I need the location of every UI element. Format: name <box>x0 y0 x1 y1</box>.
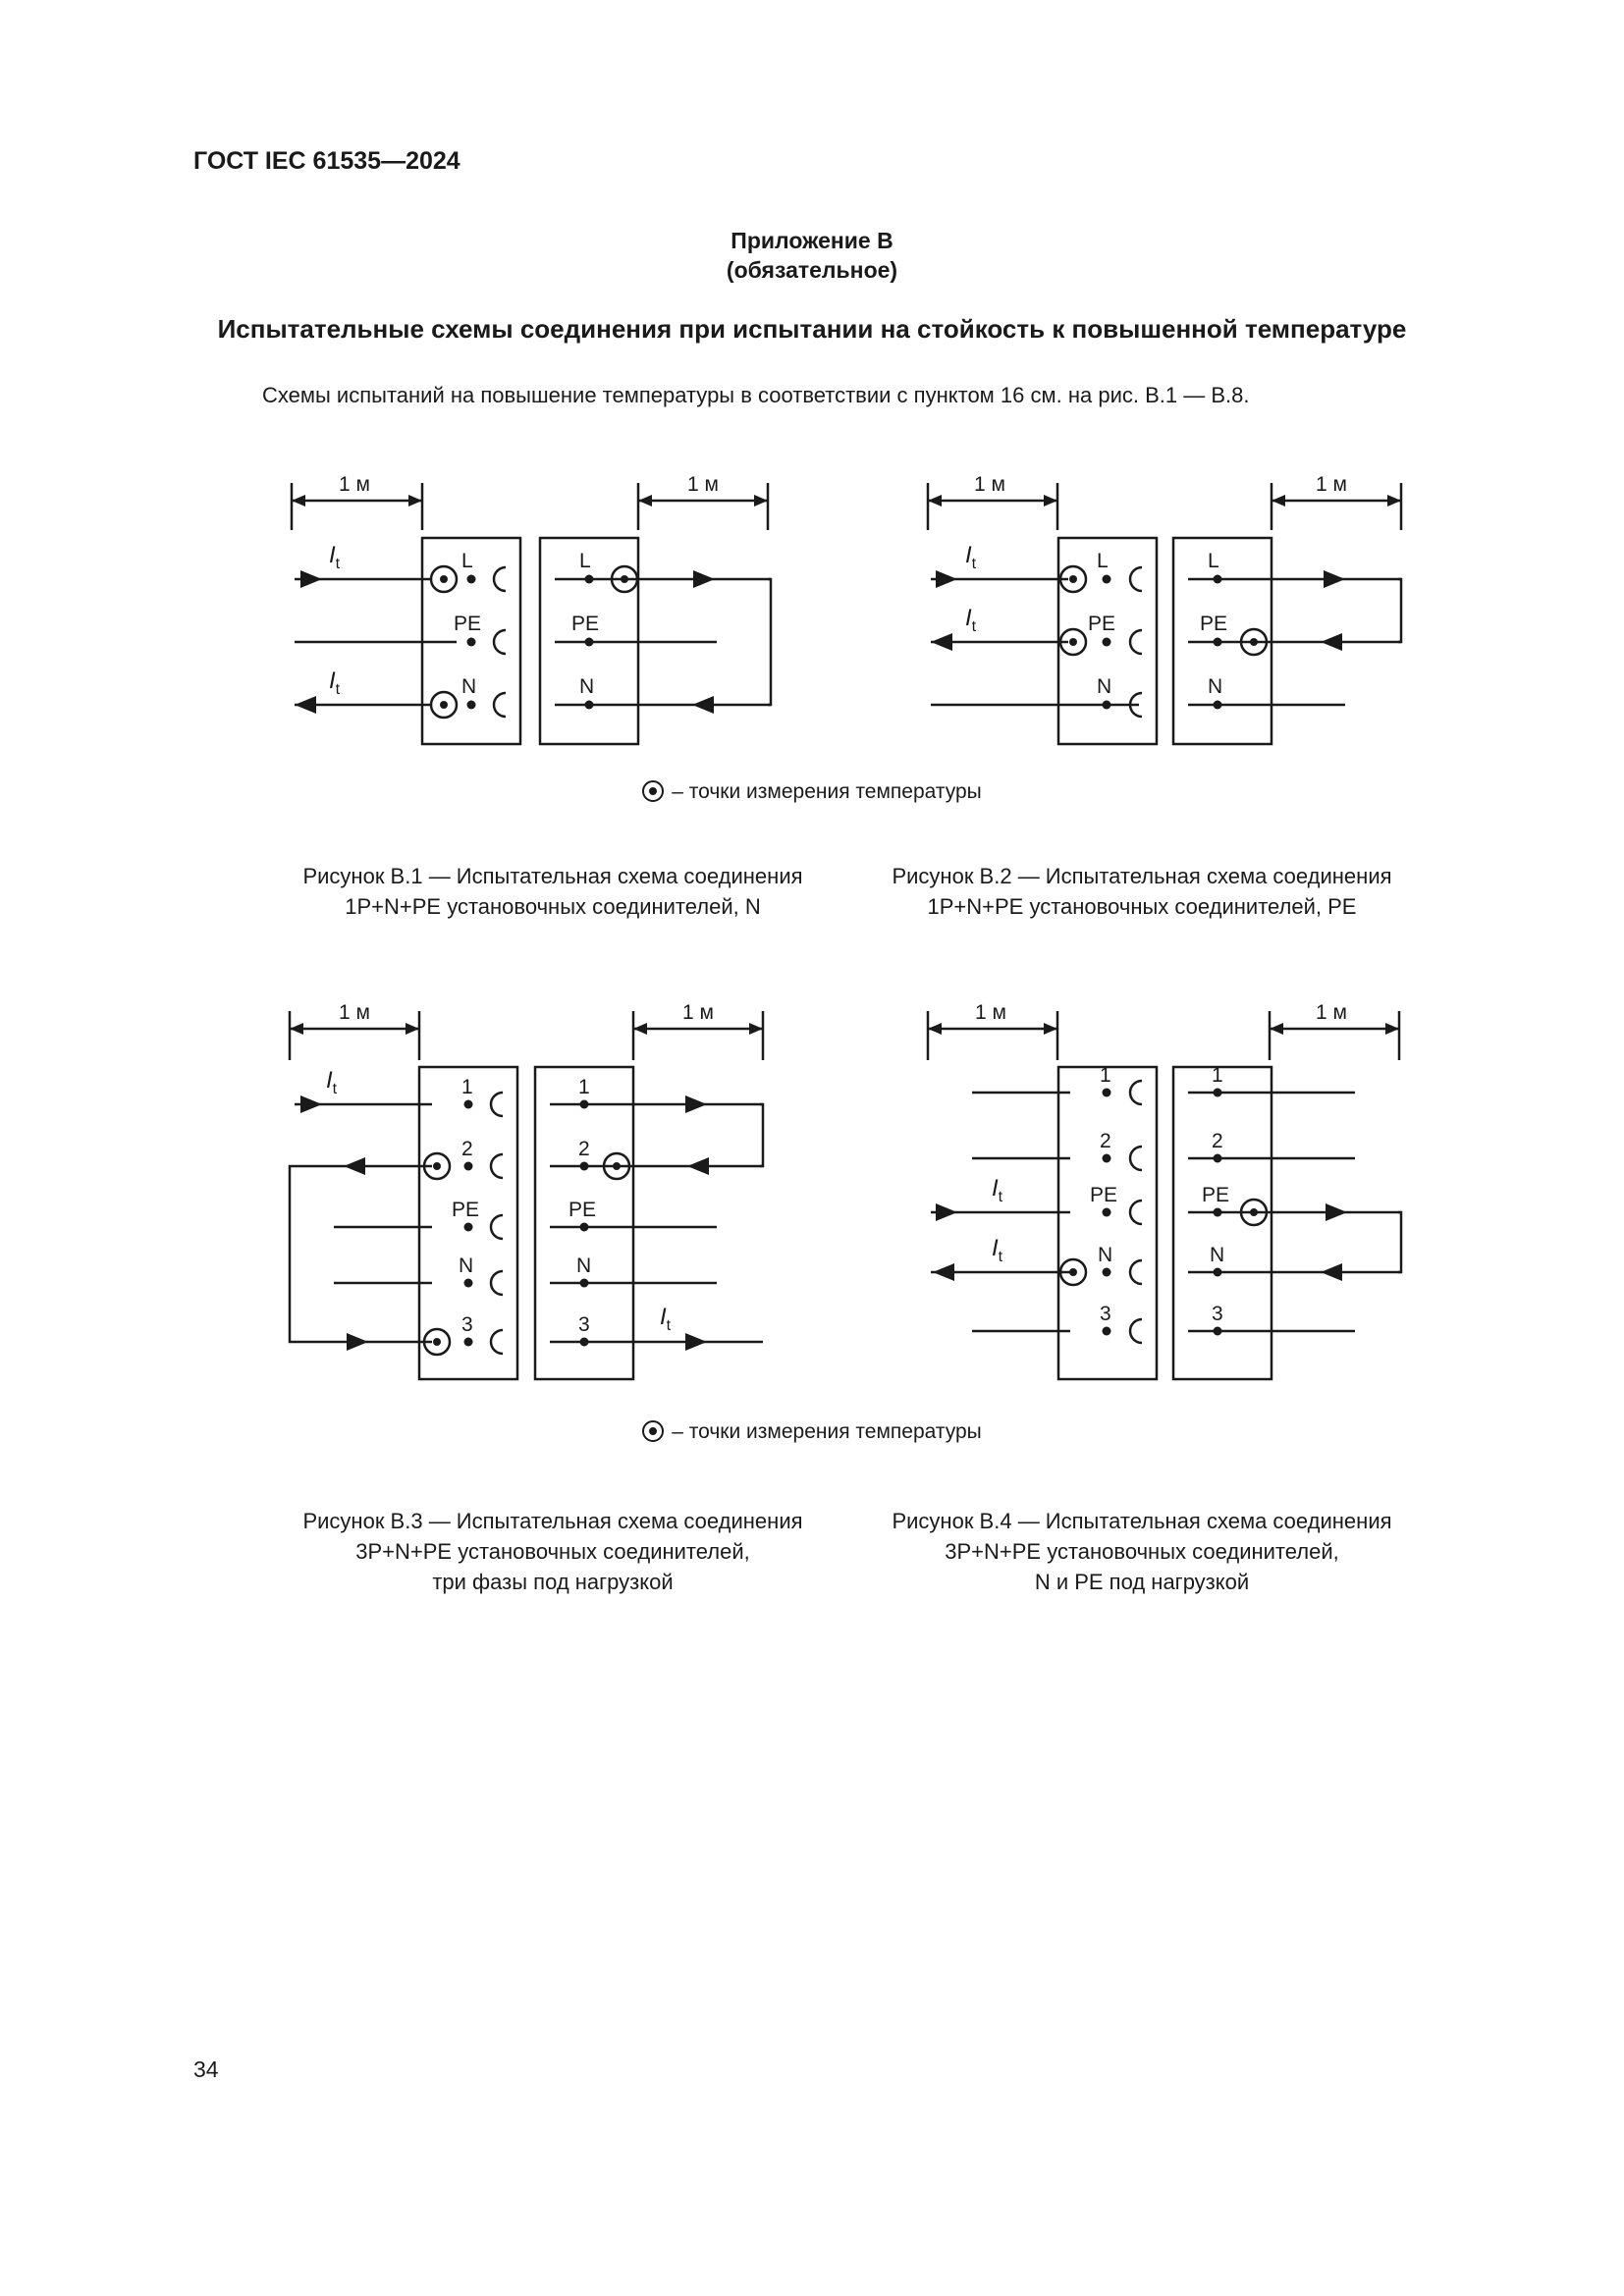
caption-b4: Рисунок В.4 — Испытательная схема соединения 3P+N+PE установочных соединителей, N и PE под нагрузкой <box>892 1509 1392 1594</box>
dim-label: 1 м <box>1316 1001 1347 1024</box>
intro-text: Схемы испытаний на повышение температуры в соответствии с пунктом 16 см. на рис. В.1 — В.8. <box>262 383 1250 407</box>
terminal-label: N <box>459 1255 474 1277</box>
terminal-label: L <box>461 550 473 572</box>
caption-b1: Рисунок В.1 — Испытательная схема соединения 1P+N+PE установочных соединителей, N <box>302 864 803 919</box>
dim-label: 1 м <box>682 1001 714 1024</box>
terminal-label: 3 <box>461 1313 473 1336</box>
terminal-label: 2 <box>461 1138 473 1160</box>
terminal-label: 2 <box>1100 1130 1111 1152</box>
terminal-label: PE <box>452 1199 480 1221</box>
current-symbol: $I_t$ <box>660 1304 672 1334</box>
terminal-label: L <box>579 550 591 572</box>
current-symbol: $I_t$ <box>992 1175 1003 1205</box>
dim-label: 1 м <box>339 1001 370 1024</box>
page-number: 34 <box>193 2056 219 2082</box>
terminal-label: 3 <box>578 1313 590 1336</box>
terminal-label: 1 <box>1100 1064 1111 1087</box>
terminal-label: N <box>579 675 595 698</box>
current-symbol: $I_t$ <box>329 667 341 698</box>
dim-label: 1 м <box>339 473 370 496</box>
terminal-label: N <box>1097 675 1112 698</box>
current-symbol: $I_t$ <box>965 542 977 572</box>
terminal-label: 1 <box>461 1076 473 1098</box>
legend-top: – точки измерения температуры <box>0 780 1624 804</box>
terminal-label: PE <box>1088 613 1116 635</box>
terminal-label: PE <box>1200 613 1228 635</box>
terminal-label: 3 <box>1212 1303 1223 1325</box>
current-symbol: $I_t$ <box>965 605 977 635</box>
terminal-label: L <box>1208 550 1219 572</box>
terminal-label: 2 <box>1212 1130 1223 1152</box>
terminal-label: PE <box>568 1199 597 1221</box>
appendix-status: (обязательное) <box>726 257 898 283</box>
dim-label: 1 м <box>974 473 1005 496</box>
caption-b2: Рисунок В.2 — Испытательная схема соединения 1P+N+PE установочных соединителей, PE <box>892 864 1392 919</box>
section-title: Испытательные схемы соединения при испытании на стойкость к повышенной температуре <box>217 314 1407 344</box>
terminal-label: PE <box>454 613 482 635</box>
terminal-label: L <box>1097 550 1109 572</box>
terminal-label: PE <box>1202 1184 1230 1206</box>
terminal-label: N <box>461 675 477 698</box>
dim-label: 1 м <box>687 473 719 496</box>
current-symbol: $I_t$ <box>992 1235 1003 1265</box>
measurement-point-icon <box>642 1420 664 1442</box>
document-header: ГОСТ IEC 61535—2024 <box>193 147 460 175</box>
caption-b3: Рисунок В.3 — Испытательная схема соединения 3P+N+PE установочных соединителей, три фазы под нагрузкой <box>302 1509 803 1594</box>
terminal-label: 1 <box>578 1076 590 1098</box>
current-symbol: $I_t$ <box>326 1067 338 1097</box>
current-symbol: $I_t$ <box>329 542 341 572</box>
terminal-label: N <box>576 1255 592 1277</box>
terminal-label: N <box>1098 1244 1113 1266</box>
terminal-label: 1 <box>1212 1064 1223 1087</box>
terminal-label: 3 <box>1100 1303 1111 1325</box>
legend-bottom: – точки измерения температуры <box>0 1420 1624 1444</box>
dim-label: 1 м <box>1316 473 1347 496</box>
terminal-label: 2 <box>578 1138 590 1160</box>
terminal-label: PE <box>571 613 600 635</box>
terminal-label: PE <box>1090 1184 1118 1206</box>
appendix-title: Приложение В <box>731 228 893 253</box>
dim-label: 1 м <box>975 1001 1006 1024</box>
terminal-label: N <box>1210 1244 1225 1266</box>
terminal-label: N <box>1208 675 1223 698</box>
